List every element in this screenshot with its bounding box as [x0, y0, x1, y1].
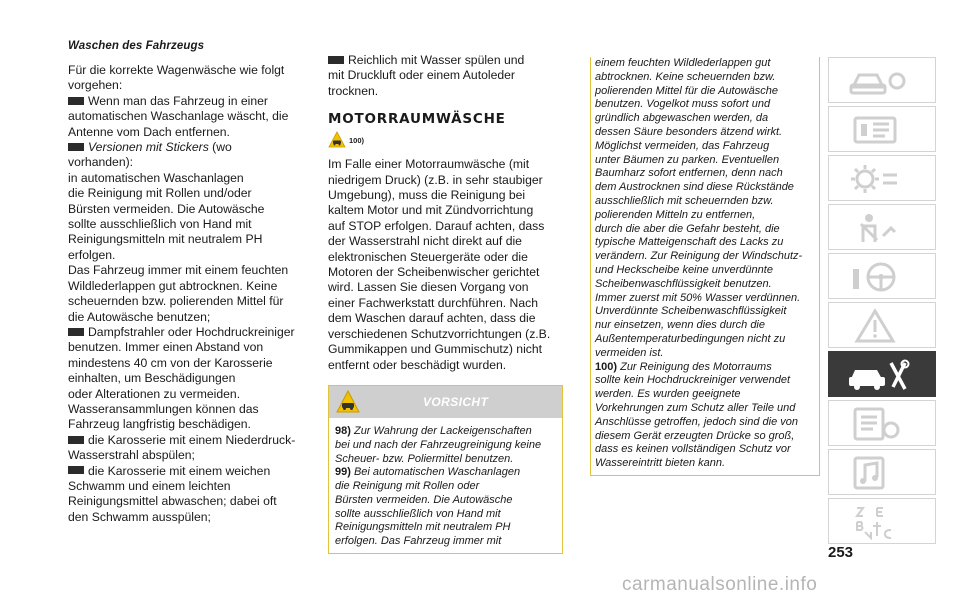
nav-tile-technical-data[interactable]	[828, 400, 936, 446]
safety-belt-icon	[847, 210, 919, 246]
section-heading: MOTORRAUMWÄSCHE	[328, 111, 506, 128]
index-icon	[847, 504, 919, 540]
pictogram-icon	[68, 328, 84, 336]
warning-ref-number: 100)	[349, 136, 365, 146]
bullet-6-text: mit Druckluft oder einem Autoleder trocknen.	[328, 68, 515, 98]
nav-tile-warning-light[interactable]	[828, 155, 936, 201]
note-98: 98) Zur Wahrung der Lackeigenschaften bei und nach der Fahrzeugreinigung keine Scheuer- bzw. Poliermittel benutzen.	[335, 424, 542, 465]
bullet-6: Reichlich mit Wasser spülen und	[328, 53, 563, 68]
bullet-5-text: Schwamm und einem leichten Reinigungsmittel abwaschen; dabei oft den Schwamm ausspülen;	[68, 478, 277, 524]
section-title: Waschen des Fahrzeugs	[68, 40, 205, 52]
bullet-1-text: automatischen Waschanlage wäscht, die Antenne vom Dach entfernen.	[68, 109, 289, 139]
pictogram-icon	[68, 436, 84, 444]
info-icon	[847, 112, 919, 148]
column-right	[590, 57, 820, 476]
caution-body	[329, 418, 562, 553]
pictogram-icon	[328, 56, 344, 64]
nav-tile-info[interactable]	[828, 106, 936, 152]
page-number: 253	[828, 544, 854, 561]
column-left	[68, 40, 300, 525]
warning-reference	[328, 131, 563, 153]
nav-tile-maintenance-active[interactable]	[828, 351, 936, 397]
caution-box	[328, 385, 563, 554]
nav-tile-driving[interactable]	[828, 253, 936, 299]
note-99: 99) Bei automatischen Waschanlagen die Reinigung mit Rollen oder Bürsten vermeiden. Die Autowäsche sollte ausschließlich von Hand mit Reinigungsmitteln mit neutralem PH erfolgen. Das Fahrzeug immer mit	[335, 466, 521, 548]
pictogram-icon	[68, 97, 84, 105]
nav-tile-index[interactable]	[828, 498, 936, 544]
steering-wheel-icon	[847, 259, 919, 295]
nav-tile-car-overview[interactable]	[828, 57, 936, 103]
caution-continuation	[590, 57, 820, 476]
bullet-4-text: Wasserstrahl abspülen;	[68, 448, 195, 463]
bullet-3-text: benutzen. Immer einen Abstand von mindestens 40 cm von der Karosserie einhalten, um Beschädigungen oder Alterationen zu vermeiden. Wasseransammlungen können das Fahrzeug langfristig beschädigen.	[68, 340, 273, 432]
nav-tile-safety[interactable]	[828, 204, 936, 250]
warning-light-icon	[847, 161, 919, 197]
chapter-navigation	[828, 57, 936, 547]
bullet-4: die Karosserie mit einem Niederdruck-	[68, 433, 300, 448]
technical-data-icon	[847, 406, 919, 442]
nav-tile-multimedia[interactable]	[828, 449, 936, 495]
pictogram-icon	[68, 143, 84, 151]
caution-title: VORSICHT	[423, 394, 489, 409]
note-100: 100) Zur Reinigung des Motorraums sollte kein Hochdruckreiniger verwendet werden. Es wurden geeignete Vorkehrungen zum Schutz aller Teile und Anschlüsse getroffen, jedoch sind die von diesem Gerät erzeugten Drücke so groß, dass es keinen vollständigen Schutz vor Wassereintritt bieten kann.	[595, 360, 799, 470]
warning-car-icon	[328, 131, 346, 149]
watermark: carmanualsonline.info	[622, 574, 818, 595]
bullet-2: Versionen mit Stickers (wo vorhanden):	[68, 140, 232, 170]
bullet-1: Wenn man das Fahrzeug in einer	[68, 94, 300, 109]
pictogram-icon	[68, 466, 84, 474]
car-overview-icon	[847, 63, 919, 99]
nav-tile-emergency[interactable]	[828, 302, 936, 348]
caution-car-icon	[335, 389, 361, 415]
bullet-2-text: in automatischen Waschanlagen die Reinigung mit Rollen und/oder Bürsten vermeiden. Die Autowäsche sollte ausschließlich von Hand mit Reinigungsmitteln mit neutralem PH erfolgen. Das Fahrzeug immer mit einem feuchten Wildlederlappen gut abtrocknen. Keine scheuernden bzw. polierenden Mittel für die Autowäsche benutzen;	[68, 170, 289, 324]
bullet-3: Dampfstrahler oder Hochdruckreiniger	[68, 325, 300, 340]
body-text: Im Falle einer Motorraumwäsche (mit niedrigem Druck) (z.B. in sehr staubiger Umgebung), muss die Reinigung bei kaltem Motor und mit Zündvorrichtung auf STOP erfolgen. Darauf achten, dass der Wasserstrahl nicht direkt auf die elektronischen Steuergeräte oder die Motoren der Scheibenwischer gerichtet wird. Lassen Sie diesen Vorgang von einer Fachwerkstatt durchführen. Nach dem Waschen darauf achten, dass die verschiedenen Schutzvorrichtungen (z.B. Gummikappen und Gummischutz) nicht entfernt oder beschädigt wurden.	[328, 157, 551, 372]
car-tools-icon	[847, 357, 919, 393]
warning-triangle-icon	[847, 308, 919, 344]
caution-header	[329, 386, 562, 418]
column-middle	[328, 53, 563, 554]
caution-continued-text: einem feuchten Wildlederlappen gut abtrocknen. Keine scheuernden bzw. polierenden Mittel für die Autowäsche benutzen. Vogelkot muss sofort und gründlich abgewaschen werden, da dessen Säure besonders ätzend wirkt. Möglichst vermeiden, das Fahrzeug unter Bäumen zu parken. Eventuellen Baumharz sofort entfernen, denn nach dem Austrocknen sind diese Rückstände ausschließlich mit scheuernden bzw. polierenden Mitteln zu entfernen, durch die aber die Gefahr besteht, die typische Matteigenschaft des Lacks zu verändern. Zur Reinigung der Windschutz- und Heckscheibe keine unverdünnte Scheibenwaschflüssigkeit benutzen. Immer zuerst mit 50% Wasser verdünnen. Unverdünnte Scheibenwaschflüssigkeit nur einsetzen, wenn dies durch die Außentemperaturbedingungen nicht zu vermeiden ist.	[595, 57, 803, 359]
intro-text: Für die korrekte Wagenwäsche wie folgt vorgehen:	[68, 63, 285, 93]
multimedia-icon	[847, 455, 919, 491]
bullet-5: die Karosserie mit einem weichen	[68, 464, 300, 479]
